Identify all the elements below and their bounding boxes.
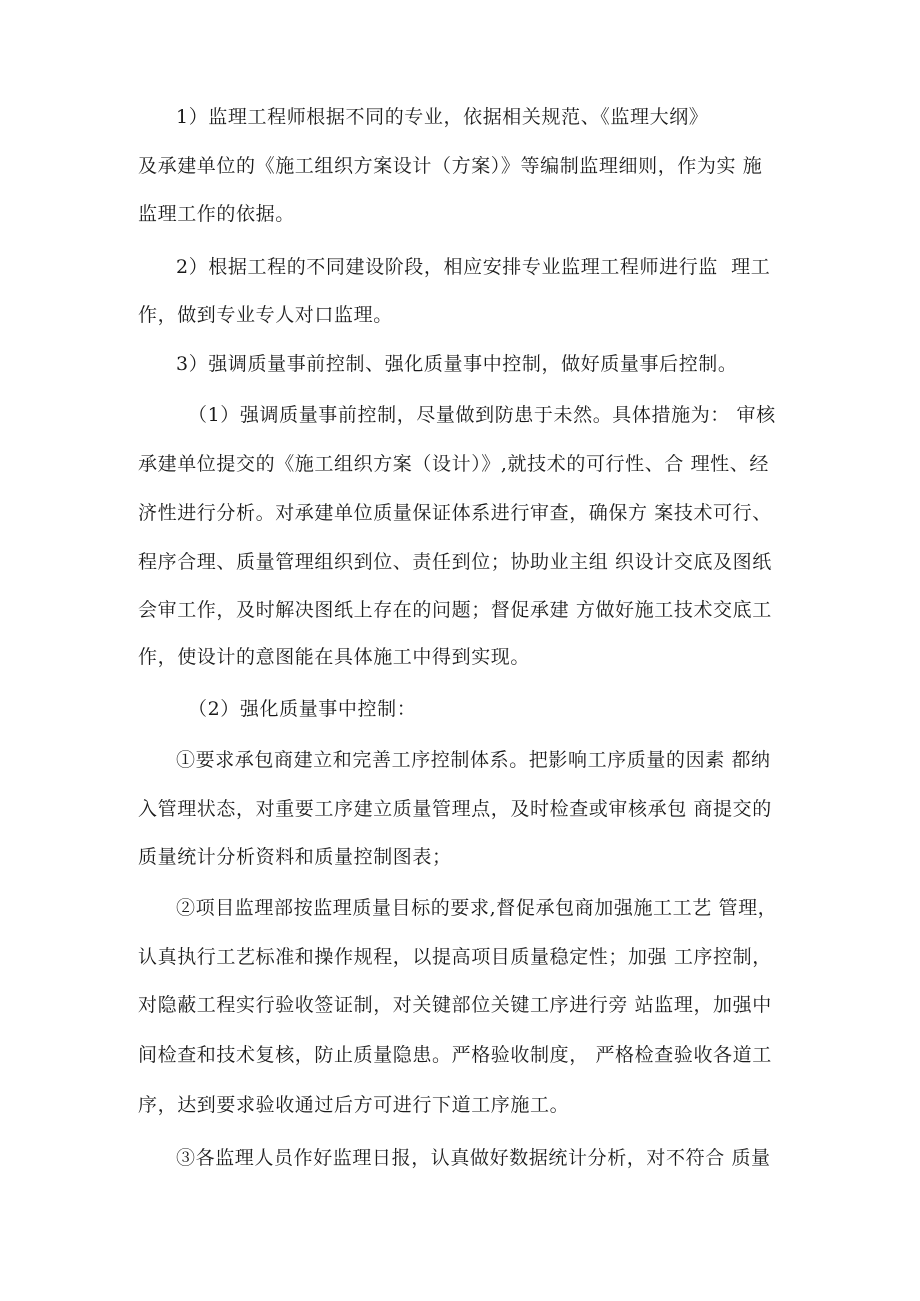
text-line: 质量统计分析资料和质量控制图表；: [138, 846, 452, 868]
text-line: 1）监理工程师根据不同的专业，依据相关规范、《监理大纲》: [176, 106, 709, 128]
text-line: （1）强调质量事前控制，尽量做到防患于未然。具体措施为： 审核: [188, 404, 776, 426]
text-line: 对隐蔽工程实行验收签证制，对关键部位关键工序进行旁 站监理，加强中: [138, 994, 772, 1016]
text-line: 会审工作，及时解决图纸上存在的问题；督促承建 方做好施工技术交底工: [138, 599, 772, 621]
text-line: 及承建单位的《施工组织方案设计（方案）》等编制监理细则，作为实 施: [138, 155, 763, 177]
text-line: 入管理状态，对重要工序建立质量管理点，及时检查或审核承包 商提交的: [138, 798, 772, 820]
text-line: 作，做到专业专人对口监理。: [138, 304, 393, 326]
text-line: （2）强化质量事中控制：: [188, 698, 417, 720]
text-line: 序，达到要求验收通过后方可进行下道工序施工。: [138, 1094, 570, 1116]
text-line: ①要求承包商建立和完善工序控制体系。把影响工序质量的因素 都纳: [176, 749, 771, 771]
text-line: 认真执行工艺标准和操作规程，以提高项目质量稳定性；加强 工序控制，: [138, 946, 772, 968]
text-line: 3）强调质量事前控制、强化质量事中控制，做好质量事后控制。: [176, 353, 738, 375]
text-line: 程序合理、质量管理组织到位、责任到位；协助业主组 织设计交底及图纸: [138, 551, 772, 573]
text-line: 2）根据工程的不同建设阶段，相应安排专业监理工程师进行监 理工: [176, 256, 771, 278]
text-line: 作，使设计的意图能在具体施工中得到实现。: [138, 646, 531, 668]
text-line: ③各监理人员作好监理日报，认真做好数据统计分析，对不符合 质量: [176, 1147, 771, 1169]
text-line: 间检查和技术复核，防止质量隐患。严格验收制度， 严格检查验收各道工: [138, 1044, 772, 1066]
text-line: 监理工作的依据。: [138, 203, 295, 225]
text-line: 济性进行分析。对承建单位质量保证体系进行审查，确保方 案技术可行、: [138, 502, 772, 524]
text-line: ②项目监理部按监理质量目标的要求,督促承包商加强施工工艺 管理，: [176, 897, 778, 919]
text-line: 承建单位提交的《施工组织方案（设计）》,就技术的可行性、合 理性、经: [138, 453, 769, 475]
